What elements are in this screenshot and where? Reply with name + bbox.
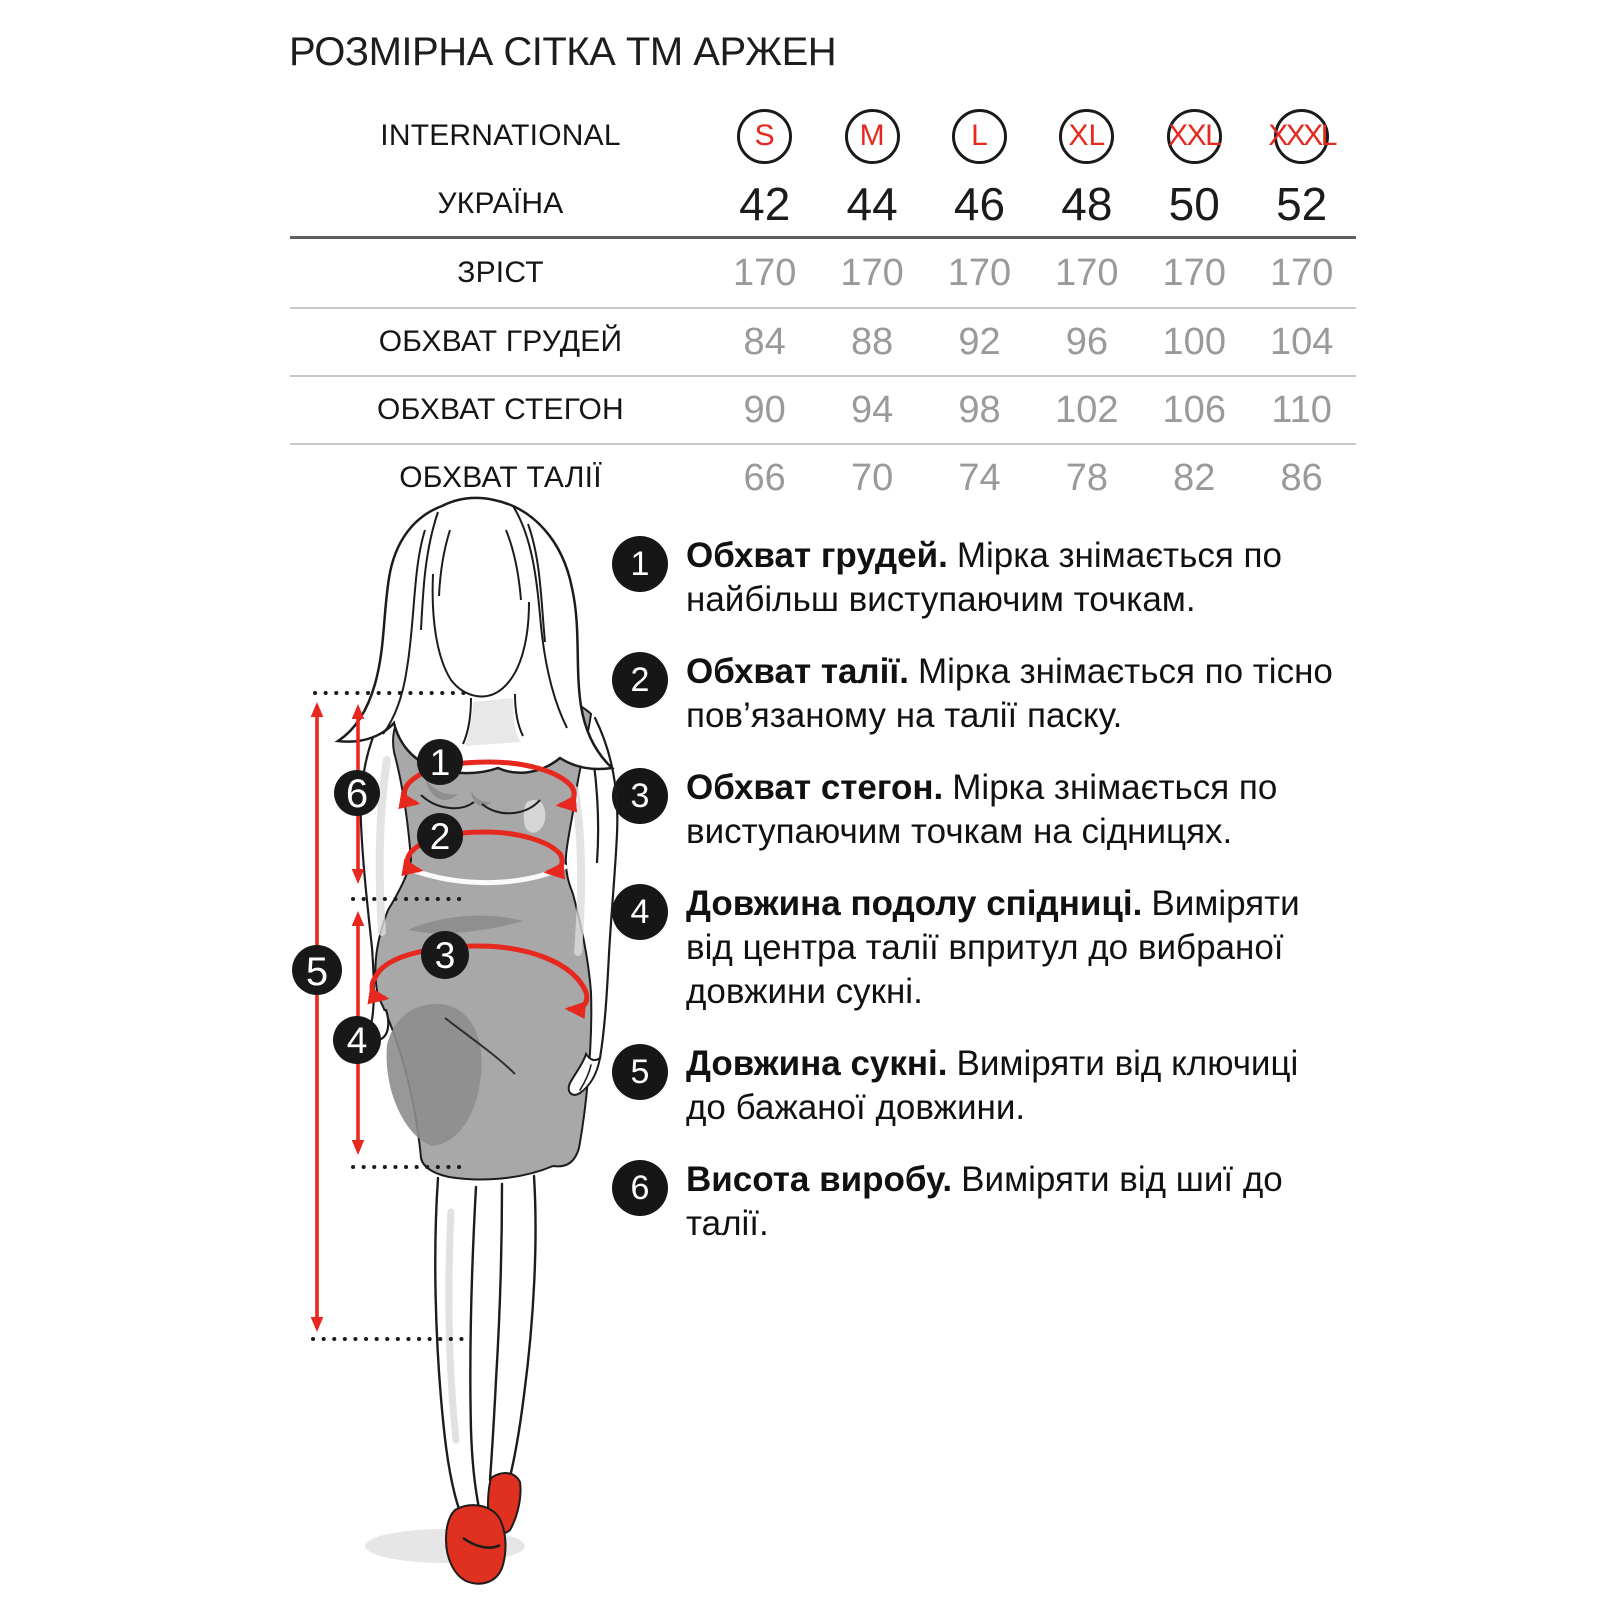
measure-value: 170 [947, 251, 1012, 294]
ua-size: 42 [739, 178, 791, 230]
legend-item-product-height [612, 1158, 1372, 1246]
measure-value: 74 [958, 456, 1001, 499]
marker-number-3: 3 [434, 935, 456, 976]
legend-number-badge: 5 [612, 1044, 668, 1100]
measure-value: 106 [1162, 388, 1226, 431]
row-label-waist: ОБХВАТ ТАЛІЇ [399, 461, 602, 494]
measure-value: 110 [1271, 388, 1332, 431]
legend-number-badge: 6 [612, 1160, 668, 1216]
legend-term: Обхват стегон. [686, 768, 944, 807]
measure-value: 96 [1065, 320, 1108, 363]
table-row-international [290, 100, 1356, 172]
legend-number-badge: 1 [612, 536, 668, 592]
row-label-ukraine: УКРАЇНА [437, 187, 564, 220]
ua-size: 46 [953, 178, 1006, 230]
measure-value: 170 [1269, 251, 1334, 294]
measure-value: 102 [1055, 388, 1119, 431]
measure-value: 70 [850, 456, 894, 499]
page-title: РОЗМІРНА СІТКА ТМ АРЖЕН [289, 30, 837, 74]
legend-term: Обхват талії. [686, 652, 909, 691]
legend-item-dress-length [612, 1042, 1372, 1130]
measure-value: 88 [850, 320, 894, 363]
measure-value: 92 [958, 320, 1001, 363]
measure-value: 170 [1162, 251, 1226, 294]
table-row-ukraine [290, 172, 1356, 236]
measure-value: 82 [1173, 456, 1216, 499]
measure-value: 98 [958, 388, 1001, 431]
measure-value: 100 [1162, 320, 1226, 363]
measure-value: 94 [850, 388, 894, 431]
table-row-hips [290, 375, 1356, 443]
measure-value: 84 [743, 320, 786, 363]
legend-term: Обхват грудей. [686, 536, 948, 575]
marker-number-4: 4 [346, 1020, 368, 1061]
measure-value: 170 [732, 251, 797, 294]
legend-item-waist [612, 650, 1372, 738]
measurement-legend [612, 534, 1372, 1274]
legend-description: Виміряти від центра талії впритул до вибраної довжини сукні. [686, 884, 1300, 1011]
legend-item-skirt-length [612, 882, 1372, 1014]
marker-number-5: 5 [305, 950, 329, 994]
size-badge-xxl: XXL [1167, 109, 1222, 164]
measurement-figure [275, 490, 635, 1600]
marker-number-6: 6 [345, 772, 369, 816]
legend-description: Мірка знімається по виступаючим точкам на сідницях. [686, 768, 1278, 851]
legend-item-bust [612, 534, 1372, 622]
size-badge-m: M [845, 109, 900, 164]
size-badge-l: L [952, 109, 1007, 164]
row-label-international: INTERNATIONAL [380, 119, 621, 152]
head-sketch [338, 498, 612, 773]
size-badge-s: S [737, 109, 792, 164]
measure-value: 90 [743, 388, 786, 431]
legend-term: Довжина сукні. [686, 1044, 948, 1083]
legend-description: Мірка знімається по найбільш виступаючим точкам. [686, 536, 1282, 619]
size-badge-xl: XL [1059, 109, 1114, 164]
ua-size: 48 [1061, 178, 1113, 230]
legend-description: Мірка знімається по тісно пов’язаному на талії паску. [686, 652, 1333, 735]
measure-value: 170 [840, 251, 904, 294]
row-label-bust: ОБХВАТ ГРУДЕЙ [378, 325, 623, 358]
row-label-height: ЗРІСТ [457, 256, 544, 289]
row-label-hips: ОБХВАТ СТЕГОН [377, 393, 624, 426]
legend-term: Довжина подолу спідниці. [686, 884, 1143, 923]
size-table [290, 100, 1356, 511]
ua-size: 52 [1276, 178, 1328, 230]
legend-item-hips [612, 766, 1372, 854]
ua-size: 50 [1168, 178, 1220, 230]
legend-description: Виміряти від ключиці до бажаної довжини. [686, 1044, 1299, 1127]
measure-value: 78 [1065, 456, 1108, 499]
legend-description: Виміряти від шиї до талії. [686, 1160, 1283, 1243]
red-shoes [446, 1473, 521, 1584]
legs-sketch [435, 1176, 535, 1512]
legend-number-badge: 2 [612, 652, 668, 708]
table-row-bust [290, 307, 1356, 375]
woman-sketch-svg [275, 490, 635, 1600]
size-badge-xxxl: XXXL [1274, 109, 1329, 164]
legend-term: Висота виробу. [686, 1160, 953, 1199]
measure-value: 104 [1269, 320, 1334, 363]
marker-number-2: 2 [429, 816, 451, 857]
legend-number-badge: 3 [612, 768, 668, 824]
measure-value: 66 [743, 456, 786, 499]
measure-value: 86 [1280, 456, 1323, 499]
measure-value: 170 [1055, 251, 1119, 294]
ua-size: 44 [846, 178, 898, 230]
legend-number-badge: 4 [612, 884, 668, 940]
table-row-height [290, 236, 1356, 307]
marker-number-1: 1 [429, 742, 451, 783]
